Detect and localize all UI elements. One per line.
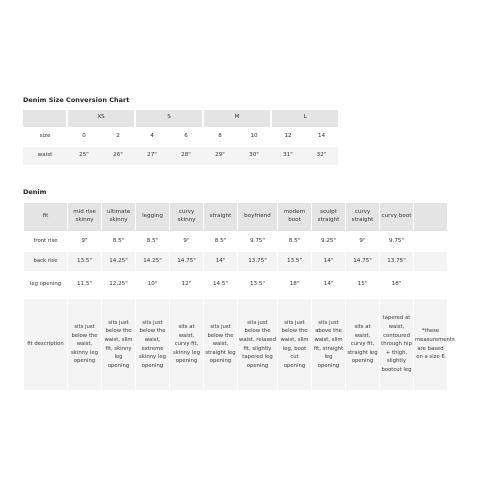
- row-label: leg opening: [24, 272, 68, 299]
- row-label: fit description: [24, 299, 68, 391]
- denim-fit-table: [23, 202, 455, 391]
- table-cell: 8.5": [204, 232, 238, 252]
- table-cell: 18": [380, 272, 414, 299]
- table-cell: 9.75": [238, 232, 278, 252]
- fit-description-cell: sits just above the waist, slim fit, straight leg opening: [312, 299, 346, 391]
- table-cell: 8.5": [136, 232, 170, 252]
- table-cell: 14.5": [204, 272, 238, 299]
- table-cell: 12: [271, 127, 305, 146]
- table-cell: 14.75": [346, 252, 380, 272]
- column-header: curvy skinny: [170, 203, 204, 232]
- denim-chart-title: Denim: [23, 188, 47, 196]
- fit-description-cell: sits just below the waist, extreme skinny leg opening: [136, 299, 170, 391]
- size-group-m: M: [203, 110, 271, 127]
- row-label: front rise: [24, 232, 68, 252]
- table-cell: 29": [203, 146, 237, 165]
- table-cell: 0: [67, 127, 101, 146]
- table-cell: 15": [346, 272, 380, 299]
- fit-header-row: [24, 203, 448, 232]
- column-header: mid rise skinny: [68, 203, 102, 232]
- table-cell: 8: [203, 127, 237, 146]
- table-cell: 6: [169, 127, 203, 146]
- table-cell: 12.25": [102, 272, 136, 299]
- size-group-s: S: [135, 110, 203, 127]
- table-cell: 14": [204, 252, 238, 272]
- back-rise-row: [24, 252, 448, 272]
- table-cell: 13.5": [238, 272, 278, 299]
- front-rise-row: [24, 232, 448, 252]
- table-cell: 25": [67, 146, 101, 165]
- fit-corner-cell: fit: [24, 203, 68, 232]
- row-label: size: [23, 127, 67, 146]
- table-cell: 9": [170, 232, 204, 252]
- table-cell: 14: [305, 127, 338, 146]
- measurement-footnote: *these measurements are based on a size 6: [414, 299, 448, 391]
- table-cell: 13.5": [278, 252, 312, 272]
- column-header: boyfriend: [238, 203, 278, 232]
- table-cell: 10": [136, 272, 170, 299]
- column-header: ultimate skinny: [102, 203, 136, 232]
- table-cell: 14.25": [102, 252, 136, 272]
- size-corner-cell: [23, 110, 67, 127]
- blank-cell: [414, 272, 448, 299]
- table-cell: 28": [169, 146, 203, 165]
- table-cell: 13.5": [68, 252, 102, 272]
- table-cell: 9.75": [380, 232, 414, 252]
- table-cell: 9": [346, 232, 380, 252]
- table-cell: 18": [278, 272, 312, 299]
- table-cell: 2: [101, 127, 135, 146]
- table-cell: 9.25": [312, 232, 346, 252]
- blank-cell: [414, 252, 448, 272]
- fit-description-cell: sits just below the waist, slim fit, skinny leg opening: [102, 299, 136, 391]
- column-header: modern boot: [278, 203, 312, 232]
- fit-description-cell: sits just below the waist, straight leg opening: [204, 299, 238, 391]
- fit-description-cell: tapered at waist, contoured through hip + thigh, slightly bootcut leg: [380, 299, 414, 391]
- fit-description-cell: sits at waist, curvy fit, skinny leg opening: [170, 299, 204, 391]
- size-row: [23, 127, 338, 146]
- size-group-xs: XS: [67, 110, 135, 127]
- table-cell: 14.25": [136, 252, 170, 272]
- table-cell: 12": [170, 272, 204, 299]
- blank-header-cell: [414, 203, 448, 232]
- fit-description-cell: sits just below the waist, slim leg, boot cut opening: [278, 299, 312, 391]
- column-header: curvy straight: [346, 203, 380, 232]
- row-label: back rise: [24, 252, 68, 272]
- table-cell: 32": [305, 146, 338, 165]
- table-cell: 30": [237, 146, 271, 165]
- blank-cell: [414, 232, 448, 252]
- fit-description-cell: sits just below the waist, relaxed fit, slightly tapered leg opening: [238, 299, 278, 391]
- table-cell: 8.5": [102, 232, 136, 252]
- column-header: straight: [204, 203, 238, 232]
- table-cell: 10: [237, 127, 271, 146]
- table-cell: 31": [271, 146, 305, 165]
- leg-opening-row: [24, 272, 448, 299]
- table-cell: 14": [312, 272, 346, 299]
- table-cell: 9": [68, 232, 102, 252]
- size-group-header-row: [23, 110, 338, 127]
- column-header: legging: [136, 203, 170, 232]
- fit-description-cell: sits at waist, curvy fit, straight leg opening: [346, 299, 380, 391]
- fit-description-cell: sits just below the waist, skinny leg opening: [68, 299, 102, 391]
- size-chart-title: Denim Size Conversion Chart: [23, 96, 130, 104]
- table-cell: 8.5": [278, 232, 312, 252]
- fit-description-row: [24, 299, 448, 391]
- table-cell: 26": [101, 146, 135, 165]
- table-cell: 13.75": [238, 252, 278, 272]
- table-cell: 11.5": [68, 272, 102, 299]
- table-cell: 13.75": [380, 252, 414, 272]
- table-cell: 14.75": [170, 252, 204, 272]
- column-header: curvy boot: [380, 203, 414, 232]
- row-label: waist: [23, 146, 67, 165]
- size-group-l: L: [271, 110, 338, 127]
- table-cell: 14": [312, 252, 346, 272]
- size-conversion-table: [23, 110, 338, 165]
- table-cell: 4: [135, 127, 169, 146]
- table-cell: 27": [135, 146, 169, 165]
- column-header: sculpt straight: [312, 203, 346, 232]
- waist-row: [23, 146, 338, 165]
